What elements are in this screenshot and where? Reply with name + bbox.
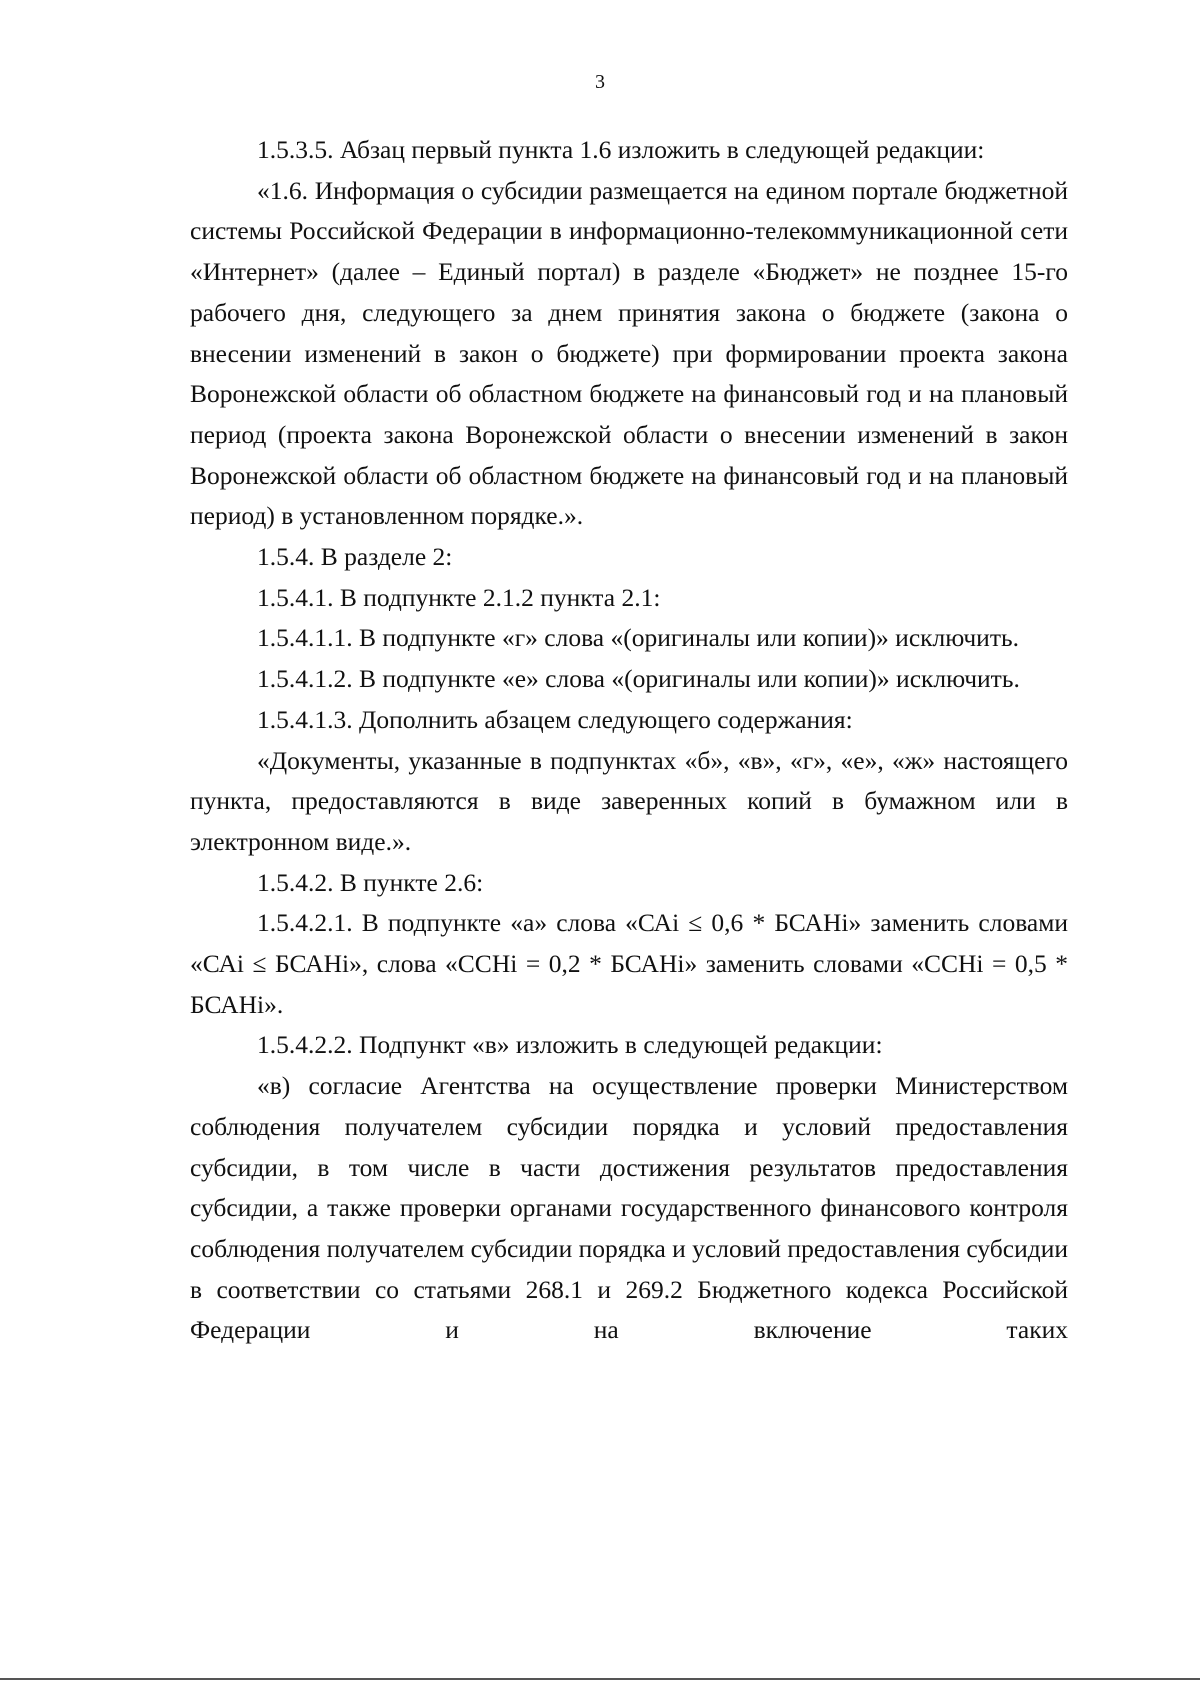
paragraph-1-5-3-5: 1.5.3.5. Абзац первый пункта 1.6 изложить в следующей редакции: (257, 135, 985, 164)
paragraph-1-5-4-1-3: 1.5.4.1.3. Дополнить абзацем следующего содержания: (257, 704, 853, 734)
paragraph-quote-v: «в) согласие Агентства на осуществление проверки Министерством соблюдения получателем субсидии порядка и условий предоставления субсидии, в том числе в части достижения результатов предоставления субсидии, а также проверки органами государственного финансового контроля соблюдения получателем субсидии порядка и условий предоставления субсидии в соответствии со статьями 268.1 и 269.2 Бюджетного кодекса Российской Федерации и на включение таких (190, 1071, 1068, 1345)
paragraph-quote-documents: «Документы, указанные в подпунктах «б», «в», «г», «е», «ж» настоящего пункта, предоставляются в виде заверенных копий в бумажном или в электронном виде.». (190, 745, 1075, 856)
paragraph-1-5-4-1-2: 1.5.4.1.2. В подпункте «е» слова «(оригиналы или копии)» исключить. (257, 664, 1020, 694)
paragraph-1-5-4-2-2: 1.5.4.2.2. Подпункт «в» изложить в следующей редакции: (257, 1030, 883, 1060)
paragraph-1-5-4-2-1: 1.5.4.2.1. В подпункте «а» слова «САi ≤ 0,6 * БСАНi» заменить словами «САi ≤ БСАНi», слова «ССНi = 0,2 * БСАНi» заменить словами «ССНi = 0,5 * БСАНi». (190, 908, 1075, 1019)
paragraph-1-5-4-1-1: 1.5.4.1.1. В подпункте «г» слова «(оригиналы или копии)» исключить. (257, 623, 1019, 653)
document-body (190, 130, 1075, 1351)
page-bottom-edge (0, 1678, 1200, 1680)
paragraph-quote-1-6: «1.6. Информация о субсидии размещается на едином портале бюджетной системы Российской Федерации в информационно-телекоммуникационной сети «Интернет» (далее – Единый портал) в разделе «Бюджет» не позднее 15-го рабочего дня, следующего за днем принятия закона о бюджете (закона о внесении изменений в закон о бюджете) при формировании проекта закона Воронежской области об областном бюджете на финансовый год и на плановый период (проекта закона Воронежской области о внесении изменений в закон Воронежской области об областном бюджете на финансовый год и на плановый период) в установленном порядке.». (190, 175, 1075, 531)
paragraph-1-5-4: 1.5.4. В разделе 2: (257, 542, 453, 572)
page-number: 3 (595, 71, 605, 93)
paragraph-1-5-4-2: 1.5.4.2. В пункте 2.6: (257, 867, 484, 897)
paragraph-1-5-4-1: 1.5.4.1. В подпункте 2.1.2 пункта 2.1: (257, 582, 661, 612)
